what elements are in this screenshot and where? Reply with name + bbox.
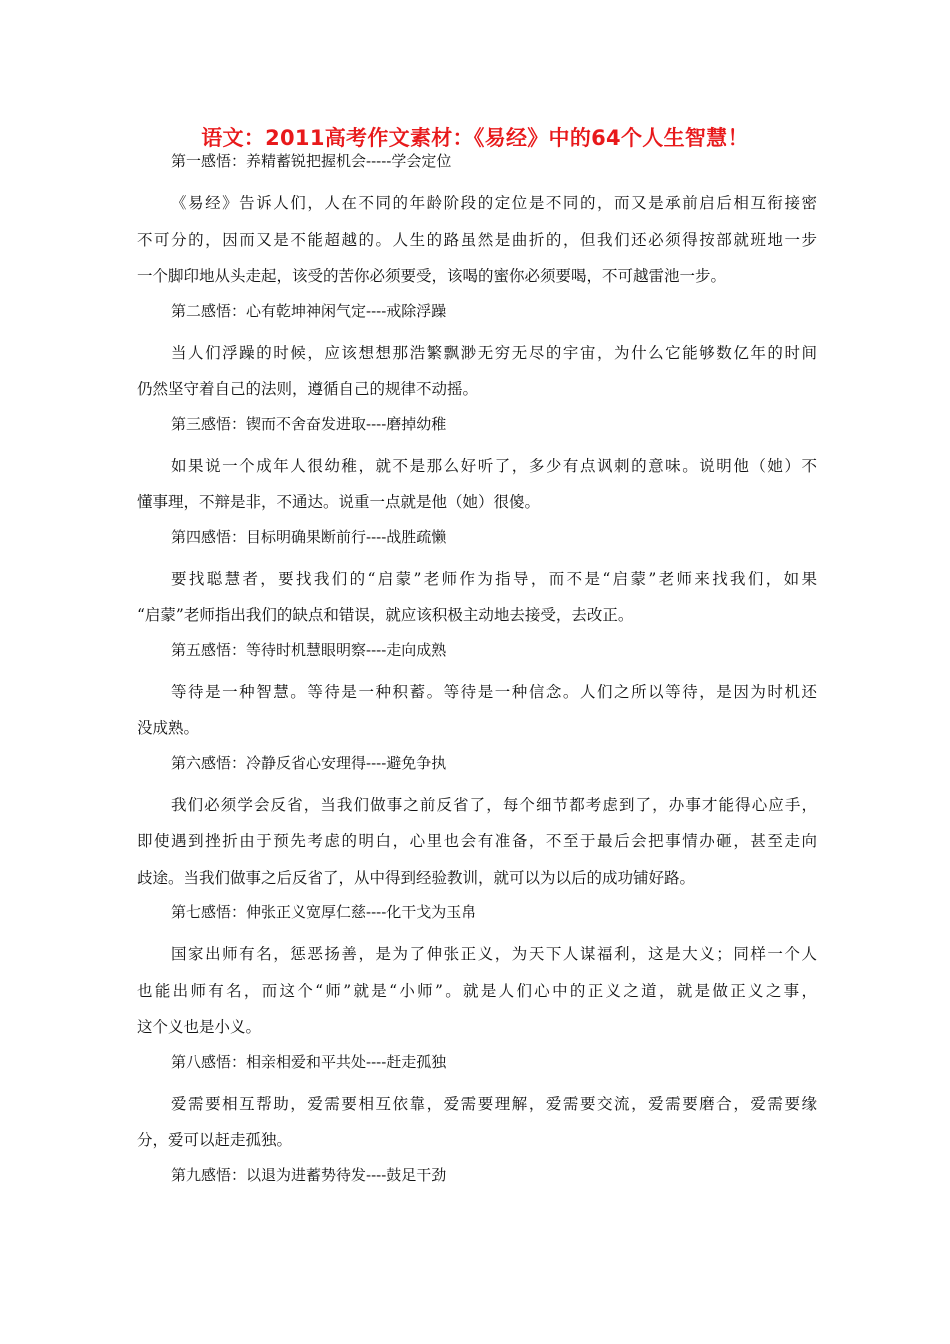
section-heading: 第五感悟：等待时机慧眼明察----走向成熟 (171, 640, 447, 659)
section-3 (137, 412, 817, 521)
paragraph-line: 没成熟。 (137, 719, 200, 737)
paragraph-line: 国家出师有名，惩恶扬善，是为了伸张正义，为天下人谋福利，这是大义；同样一个人 (171, 945, 817, 963)
section-paragraph (137, 936, 817, 1046)
paragraph-line: 我们必须学会反省，当我们做事之前反省了，每个细节都考虑到了，办事才能得心应手， (171, 795, 817, 814)
paragraph-line: 分，爱可以赶走孤独。 (137, 1131, 293, 1149)
section-4 (137, 525, 817, 634)
section-paragraph (137, 335, 817, 408)
section-heading: 第七感悟：伸张正义宽厚仁慈----化干戈为玉帛 (171, 903, 477, 921)
paragraph-line: 要找聪慧者，要找我们的“启蒙”老师作为指导，而不是“启蒙”老师来找我们，如果 (171, 569, 817, 588)
document-body (137, 149, 817, 1187)
paragraph-line: 不可分的，因而又是不能超越的。人生的路虽然是曲折的，但我们还必须得按部就班地一步 (137, 230, 817, 249)
paragraph-line: 《易经》告诉人们，人在不同的年龄阶段的定位是不同的，而又是承前启后相互衔接密 (171, 194, 817, 212)
paragraph-line: 当人们浮躁的时候，应该想想那浩繁飘渺无穷无尽的宇宙，为什么它能够数亿年的时间 (171, 343, 817, 362)
paragraph-line: 一个脚印地从头走起，该受的苦你必须要受，该喝的蜜你必须要喝，不可越雷池一步。 (137, 267, 727, 285)
section-paragraph (137, 787, 817, 897)
section-9 (137, 1163, 817, 1187)
section-heading: 第六感悟：冷静反省心安理得----避免争执 (171, 753, 447, 772)
paragraph-line: 这个义也是小义。 (137, 1018, 262, 1036)
paragraph-line: 即使遇到挫折由于预先考虑的明白，心里也会有准备，不至于最后会把事情办砸，甚至走向 (137, 832, 817, 850)
section-paragraph (137, 185, 817, 295)
section-paragraph (137, 674, 817, 747)
paragraph-line: 懂事理，不辩是非，不通达。说重一点就是他（她）很傻。 (137, 493, 541, 511)
paragraph-line: 等待是一种智慧。等待是一种积蓄。等待是一种信念。人们之所以等待，是因为时机还 (171, 682, 817, 701)
section-heading: 第八感悟：相亲相爱和平共处----赶走孤独 (171, 1052, 447, 1071)
paragraph-line: 如果说一个成年人很幼稚，就不是那么好听了，多少有点讽刺的意味。说明他（她）不 (171, 456, 817, 475)
section-7 (137, 900, 817, 1046)
section-heading: 第二感悟：心有乾坤神闲气定----戒除浮躁 (171, 301, 447, 320)
section-heading: 第四感悟：目标明确果断前行----战胜疏懒 (171, 527, 447, 546)
section-paragraph (137, 1086, 817, 1159)
section-heading: 第三感悟：锲而不舍奋发进取----磨掉幼稚 (171, 414, 447, 433)
section-5 (137, 638, 817, 747)
section-8 (137, 1050, 817, 1159)
section-2 (137, 299, 817, 408)
paragraph-line: 仍然坚守着自己的法则，遵循自己的规律不动摇。 (137, 380, 479, 398)
section-6 (137, 751, 817, 897)
section-heading: 第九感悟：以退为进蓄势待发----鼓足干劲 (171, 1165, 447, 1184)
section-paragraph (137, 448, 817, 521)
paragraph-line: 也能出师有名，而这个“师”就是“小师”。就是人们心中的正义之道，就是做正义之事， (137, 981, 817, 1000)
paragraph-line: 爱需要相互帮助，爱需要相互依靠，爱需要理解，爱需要交流，爱需要磨合，爱需要缘 (171, 1094, 817, 1113)
section-heading: 第一感悟：养精蓄锐把握机会-----学会定位 (171, 152, 452, 170)
section-paragraph (137, 561, 817, 634)
paragraph-line: “启蒙”老师指出我们的缺点和错误，就应该积极主动地去接受，去改正。 (137, 606, 634, 624)
page-title: 语文：2011高考作文素材：《易经》中的64个人生智慧！ (201, 126, 749, 150)
paragraph-line: 歧途。当我们做事之后反省了，从中得到经验教训，就可以为以后的成功铺好路。 (137, 868, 696, 887)
section-1 (137, 149, 817, 295)
